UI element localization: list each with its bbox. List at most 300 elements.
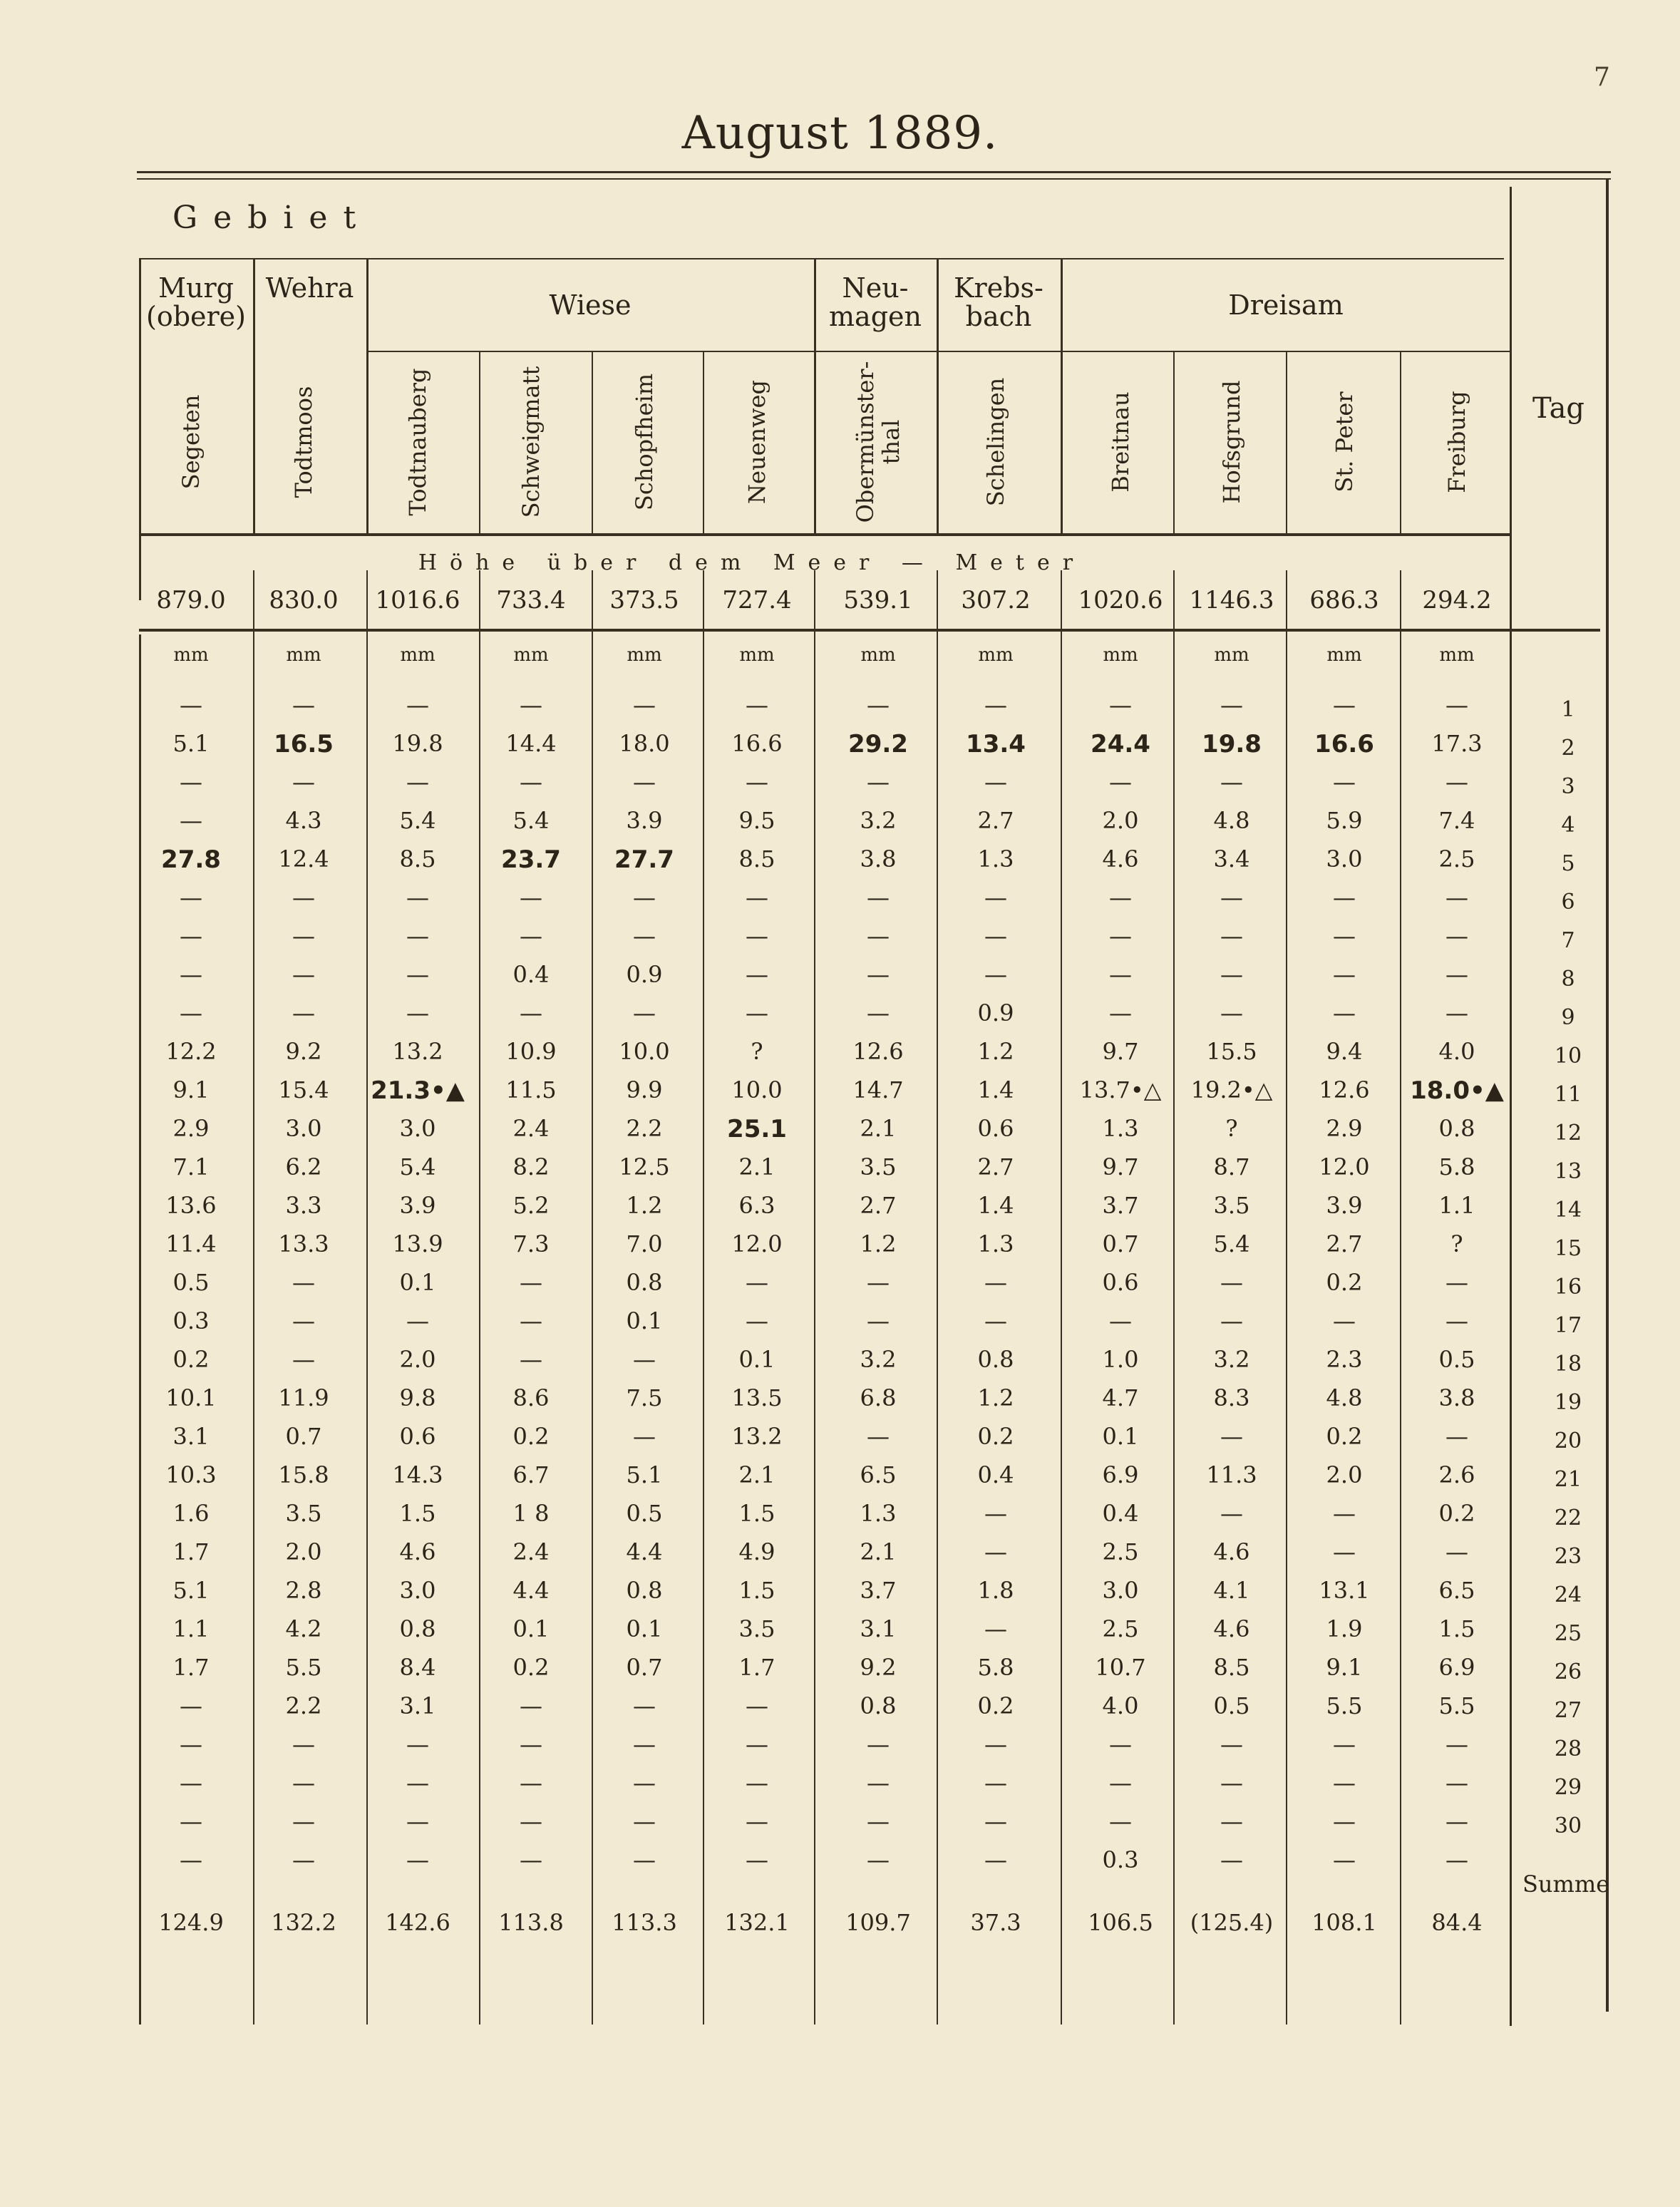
unit-cell: mm <box>1214 644 1249 666</box>
vertical-rule <box>1286 352 1287 533</box>
day-number: 24 <box>1554 1583 1582 1607</box>
table-cell: — <box>1220 999 1243 1027</box>
table-cell: 5.8 <box>977 1654 1014 1681</box>
table-cell: — <box>1109 1808 1132 1835</box>
table-cell: 3.2 <box>860 807 897 834</box>
table-cell: 3.0 <box>1326 845 1363 873</box>
table-cell: 4.6 <box>1102 845 1139 873</box>
table-cell: 0.8 <box>1438 1115 1475 1142</box>
table-cell: 12.0 <box>731 1230 783 1257</box>
table-cell: 1.5 <box>738 1577 775 1604</box>
horizontal-rule <box>137 171 1611 173</box>
table-cell: 3.2 <box>1213 1346 1250 1373</box>
table-cell: 0.2 <box>172 1346 210 1373</box>
table-cell: 3.9 <box>1326 1192 1363 1219</box>
table-cell: 2.6 <box>1438 1461 1475 1488</box>
table-cell: — <box>984 884 1007 911</box>
table-cell: 0.9 <box>626 961 663 988</box>
station-header-10: St. Peter <box>1331 391 1358 493</box>
table-cell: 2.2 <box>626 1115 663 1142</box>
day-number: 10 <box>1554 1044 1582 1069</box>
table-cell: — <box>1445 999 1468 1027</box>
table-cell: — <box>1333 961 1356 988</box>
table-cell: — <box>1333 1808 1356 1835</box>
table-cell: — <box>1220 961 1243 988</box>
table-cell: — <box>1109 961 1132 988</box>
table-cell: — <box>746 1769 768 1796</box>
table-cell: 4.6 <box>399 1538 436 1565</box>
table-cell: — <box>520 1846 542 1873</box>
table-cell: 3.2 <box>860 1346 897 1373</box>
table-cell: 12.6 <box>852 1038 904 1065</box>
table-cell: — <box>520 1769 542 1796</box>
table-cell: 2.5 <box>1438 845 1475 873</box>
table-cell: 5.4 <box>512 807 550 834</box>
table-cell: — <box>180 1731 202 1758</box>
unit-cell: mm <box>513 644 549 666</box>
vertical-rule <box>1173 570 1175 2025</box>
table-cell: — <box>520 884 542 911</box>
table-cell: — <box>746 999 768 1027</box>
table-cell: 14.3 <box>392 1461 443 1488</box>
table-cell: 19.8 <box>1202 730 1262 758</box>
table-cell: — <box>1220 1846 1243 1873</box>
table-cell: 0.6 <box>977 1115 1014 1142</box>
table-cell: 8.5 <box>738 845 775 873</box>
sum-cell: 84.4 <box>1431 1909 1483 1936</box>
table-cell: 6.7 <box>512 1461 550 1488</box>
table-cell: — <box>406 884 429 911</box>
table-cell: 3.1 <box>860 1615 897 1642</box>
table-cell: — <box>746 1731 768 1758</box>
table-cell: 3.9 <box>626 807 663 834</box>
table-cell: — <box>1445 1846 1468 1873</box>
table-cell: — <box>1445 691 1468 719</box>
day-number: 21 <box>1554 1467 1582 1492</box>
table-cell: — <box>746 1808 768 1835</box>
vertical-rule <box>1286 570 1287 2025</box>
table-cell: — <box>1333 1731 1356 1758</box>
day-number: 1 <box>1561 697 1575 722</box>
table-cell: — <box>1333 1538 1356 1565</box>
station-header-2: Todtnauberg <box>404 368 431 516</box>
table-cell: — <box>520 1692 542 1719</box>
day-number: 14 <box>1554 1198 1582 1223</box>
table-cell: 5.8 <box>1438 1153 1475 1180</box>
table-cell: 0.1 <box>738 1346 775 1373</box>
table-cell: 1.8 <box>977 1577 1014 1604</box>
table-cell: — <box>746 1846 768 1873</box>
table-cell: 4.4 <box>512 1577 550 1604</box>
table-cell: 0.7 <box>626 1654 663 1681</box>
table-cell: — <box>984 922 1007 950</box>
table-cell: — <box>180 922 202 950</box>
table-cell: — <box>1109 922 1132 950</box>
table-cell: — <box>746 768 768 796</box>
table-cell: 0.8 <box>626 1577 663 1604</box>
table-cell: 9.1 <box>1326 1654 1363 1681</box>
day-number: 2 <box>1561 736 1575 761</box>
table-cell: 14.7 <box>852 1076 904 1104</box>
table-cell: 2.5 <box>1102 1538 1139 1565</box>
table-cell: 0.5 <box>1213 1692 1250 1719</box>
table-cell: 2.4 <box>512 1538 550 1565</box>
table-cell: — <box>292 1731 315 1758</box>
table-cell: 10.0 <box>731 1076 783 1104</box>
table-cell: 27.7 <box>614 845 674 874</box>
table-cell: — <box>1333 884 1356 911</box>
table-cell: 0.6 <box>1102 1269 1139 1296</box>
table-cell: 14.4 <box>505 730 557 757</box>
table-cell: — <box>867 768 890 796</box>
table-cell: 16.5 <box>274 730 334 758</box>
table-cell: 3.0 <box>285 1115 322 1142</box>
table-cell: — <box>180 807 202 834</box>
table-cell: 4.0 <box>1102 1692 1139 1719</box>
table-cell: 2.1 <box>860 1115 897 1142</box>
table-cell: 9.9 <box>626 1076 663 1104</box>
table-cell: — <box>292 884 315 911</box>
table-cell: 1.1 <box>1438 1192 1475 1219</box>
table-cell: — <box>292 1346 315 1373</box>
table-cell: 0.2 <box>512 1423 550 1450</box>
table-cell: — <box>1220 1808 1243 1835</box>
table-cell: — <box>1109 884 1132 911</box>
station-header-9: Hofsgrund <box>1218 380 1245 504</box>
elevation-cell: 733.4 <box>496 586 566 614</box>
table-cell: — <box>406 691 429 719</box>
table-cell: 2.1 <box>738 1153 775 1180</box>
table-cell: — <box>406 1769 429 1796</box>
table-cell: — <box>746 884 768 911</box>
table-cell: — <box>180 1692 202 1719</box>
table-cell: — <box>633 1731 656 1758</box>
day-number: 27 <box>1554 1698 1582 1723</box>
table-cell: — <box>867 1269 890 1296</box>
table-cell: — <box>520 1731 542 1758</box>
table-cell: 2.7 <box>1326 1230 1363 1257</box>
sum-cell: 106.5 <box>1088 1909 1153 1936</box>
table-cell: 0.4 <box>512 961 550 988</box>
table-cell: 7.3 <box>512 1230 550 1257</box>
table-cell: — <box>867 1769 890 1796</box>
table-cell: 6.2 <box>285 1153 322 1180</box>
table-cell: 4.8 <box>1213 807 1250 834</box>
group-header-0: Murg (obere) <box>146 272 246 332</box>
table-cell: — <box>1333 1307 1356 1334</box>
table-cell: — <box>746 1692 768 1719</box>
table-cell: 0.3 <box>172 1307 210 1334</box>
vertical-rule <box>1061 570 1062 2025</box>
table-cell: — <box>746 961 768 988</box>
table-cell: — <box>867 1846 890 1873</box>
table-cell: 1.9 <box>1326 1615 1363 1642</box>
table-cell: 4.3 <box>285 807 322 834</box>
table-cell: 5.5 <box>1438 1692 1475 1719</box>
table-cell: 1.3 <box>977 845 1014 873</box>
table-cell: 3.5 <box>860 1153 897 1180</box>
table-cell: — <box>1445 1808 1468 1835</box>
table-cell: — <box>1445 1769 1468 1796</box>
unit-cell: mm <box>1326 644 1362 666</box>
elevation-cell: 294.2 <box>1422 586 1492 614</box>
table-cell: 3.0 <box>399 1577 436 1604</box>
page-title: August 1889. <box>681 107 999 160</box>
table-cell: — <box>180 961 202 988</box>
sum-cell: 109.7 <box>845 1909 911 1936</box>
table-cell: 19.2•△ <box>1190 1076 1273 1104</box>
sum-cell: 37.3 <box>970 1909 1021 1936</box>
station-header-1: Todtmoos <box>290 386 317 498</box>
table-cell: 2.7 <box>977 1153 1014 1180</box>
table-cell: 3.1 <box>399 1692 436 1719</box>
vertical-rule <box>253 570 254 2025</box>
table-cell: ? <box>751 1038 763 1065</box>
vertical-rule <box>937 570 938 2025</box>
table-cell: 27.8 <box>161 845 221 874</box>
vertical-rule <box>479 352 480 533</box>
sum-cell: 113.3 <box>612 1909 677 1936</box>
table-cell: 13.3 <box>278 1230 329 1257</box>
sum-cell: 142.6 <box>385 1909 450 1936</box>
table-cell: 0.2 <box>977 1423 1014 1450</box>
station-header-4: Schopfheim <box>631 373 658 511</box>
table-cell: 9.1 <box>172 1076 210 1104</box>
table-cell: 13.4 <box>966 730 1026 758</box>
table-cell: 1.0 <box>1102 1346 1139 1373</box>
table-cell: — <box>1220 1307 1243 1334</box>
day-number: 22 <box>1554 1506 1582 1531</box>
elevation-caption: Höhe über dem Meer — Meter <box>418 550 1086 575</box>
table-cell: — <box>292 999 315 1027</box>
table-cell: — <box>1333 999 1356 1027</box>
table-cell: — <box>867 1423 890 1450</box>
table-cell: — <box>633 1692 656 1719</box>
table-cell: 8.5 <box>1213 1654 1250 1681</box>
vertical-rule <box>1173 352 1175 533</box>
table-cell: 9.7 <box>1102 1153 1139 1180</box>
day-number: 26 <box>1554 1660 1582 1684</box>
table-cell: 12.5 <box>619 1153 670 1180</box>
day-number: 9 <box>1561 1005 1575 1030</box>
table-cell: — <box>292 1846 315 1873</box>
table-cell: 7.1 <box>172 1153 210 1180</box>
table-cell: 1.3 <box>977 1230 1014 1257</box>
table-cell: — <box>1220 884 1243 911</box>
table-cell: 10.0 <box>619 1038 670 1065</box>
table-cell: 1.7 <box>172 1654 210 1681</box>
table-cell: 3.5 <box>1213 1192 1250 1219</box>
table-cell: 13.2 <box>392 1038 443 1065</box>
table-cell: — <box>984 1769 1007 1796</box>
day-number: 5 <box>1561 851 1575 876</box>
day-number: 15 <box>1554 1236 1582 1261</box>
station-header-0: Segeten <box>177 394 205 490</box>
horizontal-rule <box>139 629 1600 632</box>
day-number: 20 <box>1554 1429 1582 1454</box>
unit-cell: mm <box>978 644 1014 666</box>
day-number: 12 <box>1554 1121 1582 1146</box>
table-cell: 3.8 <box>860 845 897 873</box>
table-cell: 5.2 <box>512 1192 550 1219</box>
table-cell: — <box>406 922 429 950</box>
vertical-rule <box>1400 570 1401 2025</box>
table-cell: 1.3 <box>860 1500 897 1527</box>
table-cell: 4.8 <box>1326 1384 1363 1411</box>
table-cell: — <box>984 1615 1007 1642</box>
table-cell: — <box>292 1307 315 1334</box>
sum-cell: 108.1 <box>1311 1909 1377 1936</box>
table-cell: — <box>984 1846 1007 1873</box>
elevation-cell: 1146.3 <box>1189 586 1274 614</box>
day-number: 29 <box>1554 1775 1582 1800</box>
table-cell: 0.5 <box>1438 1346 1475 1373</box>
unit-cell: mm <box>286 644 321 666</box>
table-cell: 3.8 <box>1438 1384 1475 1411</box>
table-cell: 4.6 <box>1213 1615 1250 1642</box>
table-cell: — <box>520 1346 542 1373</box>
table-cell: 1.7 <box>738 1654 775 1681</box>
table-cell: — <box>1109 1307 1132 1334</box>
table-cell: 8.5 <box>399 845 436 873</box>
table-cell: 3.4 <box>1213 845 1250 873</box>
table-cell: 0.1 <box>626 1615 663 1642</box>
table-cell: — <box>746 1269 768 1296</box>
table-cell: 0.7 <box>285 1423 322 1450</box>
table-cell: — <box>1445 922 1468 950</box>
table-cell: — <box>292 922 315 950</box>
table-cell: — <box>1220 691 1243 719</box>
table-cell: 12.4 <box>278 845 329 873</box>
table-cell: 0.2 <box>1438 1500 1475 1527</box>
table-cell: — <box>984 1500 1007 1527</box>
table-cell: 2.0 <box>1102 807 1139 834</box>
day-number: 8 <box>1561 967 1575 992</box>
table-cell: 2.1 <box>738 1461 775 1488</box>
table-cell: — <box>1333 691 1356 719</box>
table-cell: 4.9 <box>738 1538 775 1565</box>
table-cell: — <box>984 1808 1007 1835</box>
table-cell: 7.4 <box>1438 807 1475 834</box>
unit-cell: mm <box>1103 644 1138 666</box>
sum-cell: 132.2 <box>271 1909 336 1936</box>
table-cell: 2.0 <box>1326 1461 1363 1488</box>
table-cell: — <box>1445 1269 1468 1296</box>
table-cell: 6.5 <box>860 1461 897 1488</box>
table-cell: 3.3 <box>285 1192 322 1219</box>
table-cell: — <box>180 768 202 796</box>
table-cell: — <box>1220 1423 1243 1450</box>
table-cell: 0.2 <box>512 1654 550 1681</box>
table-cell: 2.3 <box>1326 1346 1363 1373</box>
vertical-rule <box>139 634 141 2025</box>
day-number: 13 <box>1554 1159 1582 1184</box>
table-cell: 16.6 <box>731 730 783 757</box>
table-cell: — <box>292 1769 315 1796</box>
elevation-cell: 830.0 <box>269 586 339 614</box>
table-cell: — <box>520 1307 542 1334</box>
table-cell: 0.8 <box>860 1692 897 1719</box>
table-cell: 6.9 <box>1438 1654 1475 1681</box>
table-cell: 9.5 <box>738 807 775 834</box>
summe-label: Summe <box>1522 1871 1610 1898</box>
table-cell: 0.2 <box>1326 1423 1363 1450</box>
unit-cell: mm <box>1439 644 1475 666</box>
table-cell: 10.7 <box>1095 1654 1146 1681</box>
table-cell: — <box>520 1808 542 1835</box>
table-cell: — <box>406 961 429 988</box>
table-cell: 0.7 <box>1102 1230 1139 1257</box>
table-cell: 23.7 <box>501 845 561 874</box>
elevation-cell: 1016.6 <box>375 586 460 614</box>
unit-cell: mm <box>400 644 436 666</box>
table-cell: 0.4 <box>1102 1500 1139 1527</box>
table-cell: — <box>867 1731 890 1758</box>
table-cell: — <box>1220 768 1243 796</box>
unit-cell: mm <box>860 644 896 666</box>
table-cell: 2.2 <box>285 1692 322 1719</box>
table-cell: 0.1 <box>512 1615 550 1642</box>
table-cell: 2.9 <box>172 1115 210 1142</box>
table-cell: — <box>984 1269 1007 1296</box>
table-cell: 12.2 <box>165 1038 217 1065</box>
elevation-cell: 727.4 <box>722 586 792 614</box>
table-cell: 3.5 <box>738 1615 775 1642</box>
table-cell: 2.4 <box>512 1115 550 1142</box>
table-cell: 5.5 <box>1326 1692 1363 1719</box>
table-cell: 5.4 <box>399 1153 436 1180</box>
table-cell: — <box>867 691 890 719</box>
group-header-3: Neu- magen <box>829 272 922 332</box>
day-number: 17 <box>1554 1313 1582 1338</box>
table-cell: 3.7 <box>1102 1192 1139 1219</box>
table-cell: 5.1 <box>172 1577 210 1604</box>
table-cell: — <box>180 1769 202 1796</box>
elevation-cell: 686.3 <box>1309 586 1379 614</box>
table-cell: 12.0 <box>1319 1153 1370 1180</box>
table-cell: 1.2 <box>860 1230 897 1257</box>
table-cell: ? <box>1225 1115 1238 1142</box>
table-cell: — <box>867 1808 890 1835</box>
elevation-cell: 373.5 <box>609 586 679 614</box>
gebiet-label: Gebiet <box>172 200 372 236</box>
table-cell: 2.0 <box>399 1346 436 1373</box>
table-cell: — <box>1333 1769 1356 1796</box>
table-cell: 1.3 <box>1102 1115 1139 1142</box>
station-header-11: Freiburg <box>1443 391 1470 493</box>
station-header-5: Neuenweg <box>743 380 771 504</box>
table-cell: 1.6 <box>172 1500 210 1527</box>
table-cell: — <box>1333 1500 1356 1527</box>
table-cell: — <box>1220 1769 1243 1796</box>
sum-cell: 124.9 <box>158 1909 224 1936</box>
table-cell: — <box>984 1307 1007 1334</box>
table-cell: 3.0 <box>399 1115 436 1142</box>
tag-header: Tag <box>1532 392 1585 425</box>
table-cell: 15.8 <box>278 1461 329 1488</box>
day-number: 28 <box>1554 1737 1582 1761</box>
table-cell: 4.1 <box>1213 1577 1250 1604</box>
table-cell: — <box>520 1269 542 1296</box>
sum-cell: 113.8 <box>498 1909 564 1936</box>
vertical-rule <box>1606 180 1609 2012</box>
table-cell: 0.2 <box>1326 1269 1363 1296</box>
table-cell: 13.5 <box>731 1384 783 1411</box>
table-cell: 4.6 <box>1213 1538 1250 1565</box>
table-cell: 5.4 <box>399 807 436 834</box>
table-cell: — <box>406 1846 429 1873</box>
table-cell: 5.1 <box>172 730 210 757</box>
